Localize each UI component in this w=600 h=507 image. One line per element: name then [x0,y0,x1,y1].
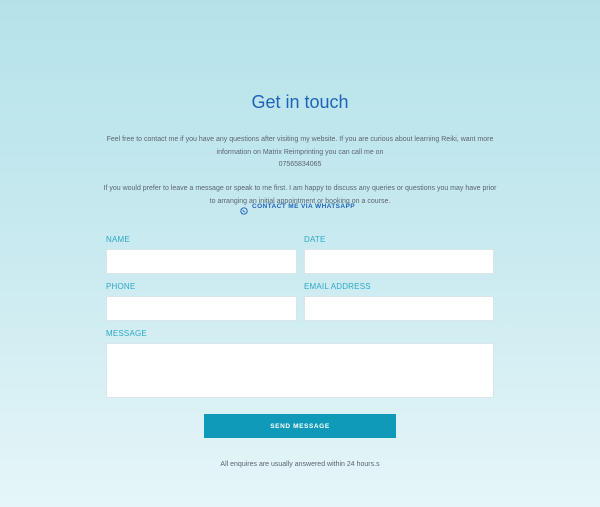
phone-number: 07565834065 [278,161,322,168]
email-label: EMAIL ADDRESS [304,282,371,291]
message-label: MESSAGE [106,329,147,338]
response-time-note: All enquires are usually answered within 24 hours.s [220,461,380,468]
send-message-button[interactable]: SEND MESSAGE [204,414,396,438]
date-label: DATE [304,235,326,244]
page-title: Get in touch [251,92,349,112]
whatsapp-icon [240,202,248,210]
phone-label: PHONE [106,282,136,291]
intro-text: Feel free to contact me if you have any questions after visiting my website. If you are curious about learning Reiki, want more information on Matrix Reimprinting you can call me on [106,136,494,156]
second-paragraph: If you would prefer to leave a message or speak to me first. I am happy to discuss any queries or questions you may have prior to arranging an initial appointment or booking on a course. [103,185,497,205]
message-textarea[interactable] [106,343,494,398]
date-input[interactable] [304,249,494,274]
name-label: NAME [106,235,130,244]
intro-paragraph [100,134,500,172]
email-input[interactable] [304,296,494,321]
whatsapp-contact-link[interactable] [240,200,355,212]
phone-input[interactable] [106,296,297,321]
name-input[interactable] [106,249,297,274]
whatsapp-label: CONTACT ME VIA WHATSAPP [252,202,355,210]
